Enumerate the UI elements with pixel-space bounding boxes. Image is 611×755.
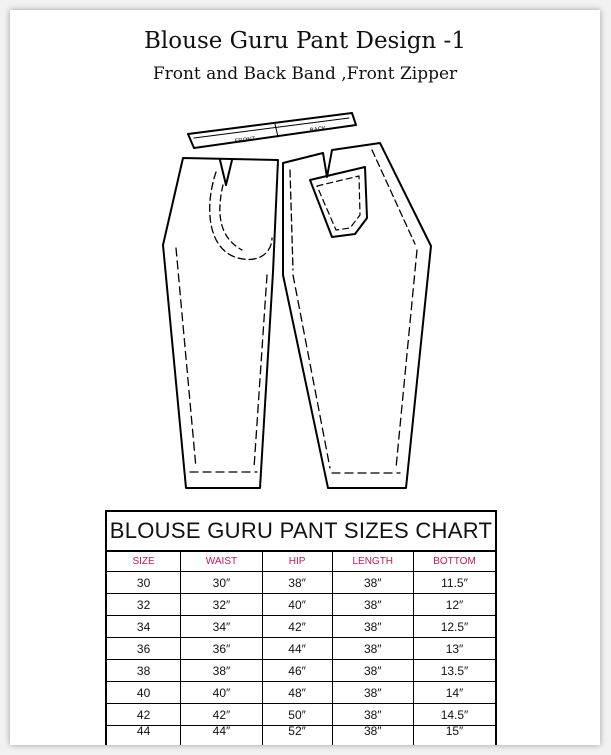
- front-leg-stitch-outer: [176, 248, 196, 468]
- column-header-length: LENGTH: [332, 552, 413, 572]
- size-chart-title: BLOUSE GURU PANT SIZES CHART: [107, 512, 495, 552]
- size-table-header-row: [107, 552, 495, 572]
- cell-waist: 38″: [181, 660, 262, 682]
- table-row: [107, 682, 495, 704]
- front-zipper: [220, 160, 232, 185]
- table-row: [107, 638, 495, 660]
- cell-hip: 44″: [262, 638, 332, 660]
- cell-hip: 40″: [262, 594, 332, 616]
- cell-hip: 46″: [262, 660, 332, 682]
- column-header-bottom: BOTTOM: [413, 552, 495, 572]
- cell-waist: 40″: [181, 682, 262, 704]
- table-row: [107, 572, 495, 594]
- cell-hip: 52″: [262, 726, 332, 746]
- cell-bottom: 14.5″: [413, 704, 495, 726]
- cell-waist: 32″: [181, 594, 262, 616]
- table-row: [107, 704, 495, 726]
- cell-length: 38″: [332, 682, 413, 704]
- back-leg-side-stitch: [372, 150, 415, 244]
- cell-size: 30: [107, 572, 181, 594]
- cell-length: 38″: [332, 594, 413, 616]
- column-header-size: SIZE: [107, 552, 181, 572]
- cell-length: 38″: [332, 572, 413, 594]
- cell-size: 38: [107, 660, 181, 682]
- back-leg-stitch-outer: [396, 250, 417, 468]
- cell-waist: 36″: [181, 638, 262, 660]
- cell-length: 38″: [332, 638, 413, 660]
- cell-bottom: 13″: [413, 638, 495, 660]
- back-leg-seat-stitch: [290, 170, 293, 270]
- cell-bottom: 11.5″: [413, 572, 495, 594]
- back-leg-outline: [283, 143, 431, 488]
- size-chart: [105, 510, 497, 745]
- waistband-divider: [275, 124, 278, 137]
- waistband: [188, 113, 356, 148]
- column-header-hip: HIP: [262, 552, 332, 572]
- front-pocket-curve: [210, 172, 272, 259]
- band-front-label: FRONT: [234, 136, 256, 145]
- cell-size: 44: [107, 726, 181, 746]
- cell-bottom: 12″: [413, 594, 495, 616]
- cell-length: 38″: [332, 726, 413, 746]
- cell-size: 36: [107, 638, 181, 660]
- cell-waist: 34″: [181, 616, 262, 638]
- table-row: [107, 616, 495, 638]
- cell-bottom: 12.5″: [413, 616, 495, 638]
- page-title: Blouse Guru Pant Design -1: [144, 28, 466, 54]
- cell-waist: 30″: [181, 572, 262, 594]
- front-leg-stitch-inner: [254, 275, 267, 468]
- waistband-outline: [188, 113, 356, 148]
- cell-size: 40: [107, 682, 181, 704]
- front-leg: [163, 158, 278, 488]
- column-header-waist: WAIST: [181, 552, 262, 572]
- back-leg: [283, 143, 431, 488]
- cell-length: 38″: [332, 704, 413, 726]
- cell-size: 32: [107, 594, 181, 616]
- pant-illustration: [10, 10, 600, 510]
- cell-waist: 44″: [181, 726, 262, 746]
- band-back-label: BACK: [309, 126, 327, 134]
- cell-hip: 42″: [262, 616, 332, 638]
- cell-hip: 48″: [262, 682, 332, 704]
- cell-bottom: 14″: [413, 682, 495, 704]
- cell-bottom: 15″: [413, 726, 495, 746]
- page: [10, 10, 600, 745]
- cell-hip: 50″: [262, 704, 332, 726]
- back-pocket-stitch: [317, 176, 360, 230]
- cell-hip: 38″: [262, 572, 332, 594]
- cell-length: 38″: [332, 616, 413, 638]
- page-subtitle: Front and Back Band ,Front Zipper: [152, 64, 458, 84]
- front-zipper-stitch: [220, 185, 242, 250]
- cell-length: 38″: [332, 660, 413, 682]
- cell-size: 42: [107, 704, 181, 726]
- back-leg-stitch-inner: [293, 275, 330, 468]
- table-row: [107, 726, 495, 746]
- cell-bottom: 13.5″: [413, 660, 495, 682]
- size-table: [107, 552, 495, 745]
- cell-waist: 42″: [181, 704, 262, 726]
- table-row: [107, 594, 495, 616]
- table-row: [107, 660, 495, 682]
- cell-size: 34: [107, 616, 181, 638]
